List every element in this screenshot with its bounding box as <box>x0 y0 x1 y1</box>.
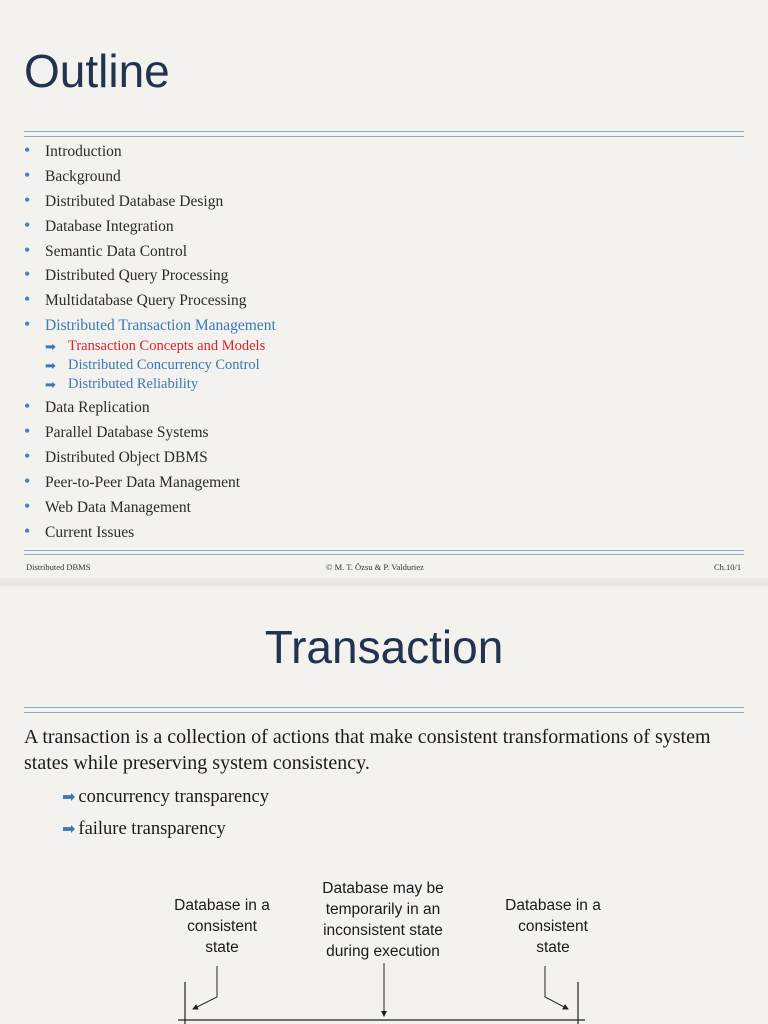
outline-subitems <box>24 337 276 394</box>
outline-item: • Background <box>24 166 276 191</box>
label-line: state <box>205 939 239 956</box>
slide-title: Outline <box>24 45 170 97</box>
title-divider <box>24 131 744 137</box>
footer-divider <box>24 550 744 555</box>
outline-item-active: • Distributed Transaction Management <box>24 315 276 340</box>
footer-center: © M. T. Özsu & P. Valduriez <box>326 562 424 572</box>
outline-item: • Web Data Management <box>24 497 276 522</box>
arrow-right-icon: ➡ <box>45 377 56 393</box>
arrow-right-icon: ➡ <box>62 821 76 838</box>
pointer-arrow-end <box>545 966 568 1009</box>
outline-item: • Peer-to-Peer Data Management <box>24 472 276 497</box>
definition-paragraph: A transaction is a collection of actions that make consistent transformations of system states while preserving system consistency. <box>24 726 711 774</box>
outline-item: • Introduction <box>24 141 276 166</box>
outline-item: • Multidatabase Query Processing <box>24 290 276 315</box>
pointer-arrow-start <box>193 966 217 1009</box>
subitem-label: Distributed Concurrency Control <box>68 357 260 374</box>
subitem-label: Transaction Concepts and Models <box>68 338 266 355</box>
transaction-slide <box>0 586 768 1024</box>
label-line: temporarily in an <box>325 901 441 918</box>
slide-title: Transaction <box>264 621 504 673</box>
label-line: state <box>536 939 570 956</box>
outline-item: • Semantic Data Control <box>24 241 276 266</box>
sub-bullet-label: concurrency transparency <box>78 787 269 807</box>
outline-item: • Data Replication <box>24 397 276 422</box>
outline-item: • Database Integration <box>24 216 276 241</box>
transaction-timeline-diagram <box>0 586 768 1024</box>
outline-item: • Parallel Database Systems <box>24 422 276 447</box>
footer-left: Distributed DBMS <box>26 562 91 572</box>
arrow-right-icon: ➡ <box>45 358 56 374</box>
label-line: Database may be <box>322 880 444 897</box>
label-line: consistent <box>187 918 257 935</box>
label-line: consistent <box>518 918 588 935</box>
outline-list <box>24 141 276 546</box>
label-line: during execution <box>326 943 440 960</box>
arrow-right-icon: ➡ <box>45 339 56 355</box>
label-line: Database in a <box>174 897 270 914</box>
sub-bullet-label: failure transparency <box>78 819 226 839</box>
subitem-label: Distributed Reliability <box>68 376 199 393</box>
footer-page-number: Ch.10/1 <box>714 562 742 572</box>
outline-item: • Current Issues <box>24 522 276 547</box>
label-line: Database in a <box>505 897 601 914</box>
outline-subitem <box>45 356 276 375</box>
outline-item: • Distributed Object DBMS <box>24 447 276 472</box>
outline-item: • Distributed Query Processing <box>24 265 276 290</box>
outline-subitem-current <box>45 337 276 356</box>
label-line: inconsistent state <box>323 922 443 939</box>
arrow-right-icon: ➡ <box>62 789 76 806</box>
outline-subitem <box>45 375 276 394</box>
outline-item: • Distributed Database Design <box>24 191 276 216</box>
